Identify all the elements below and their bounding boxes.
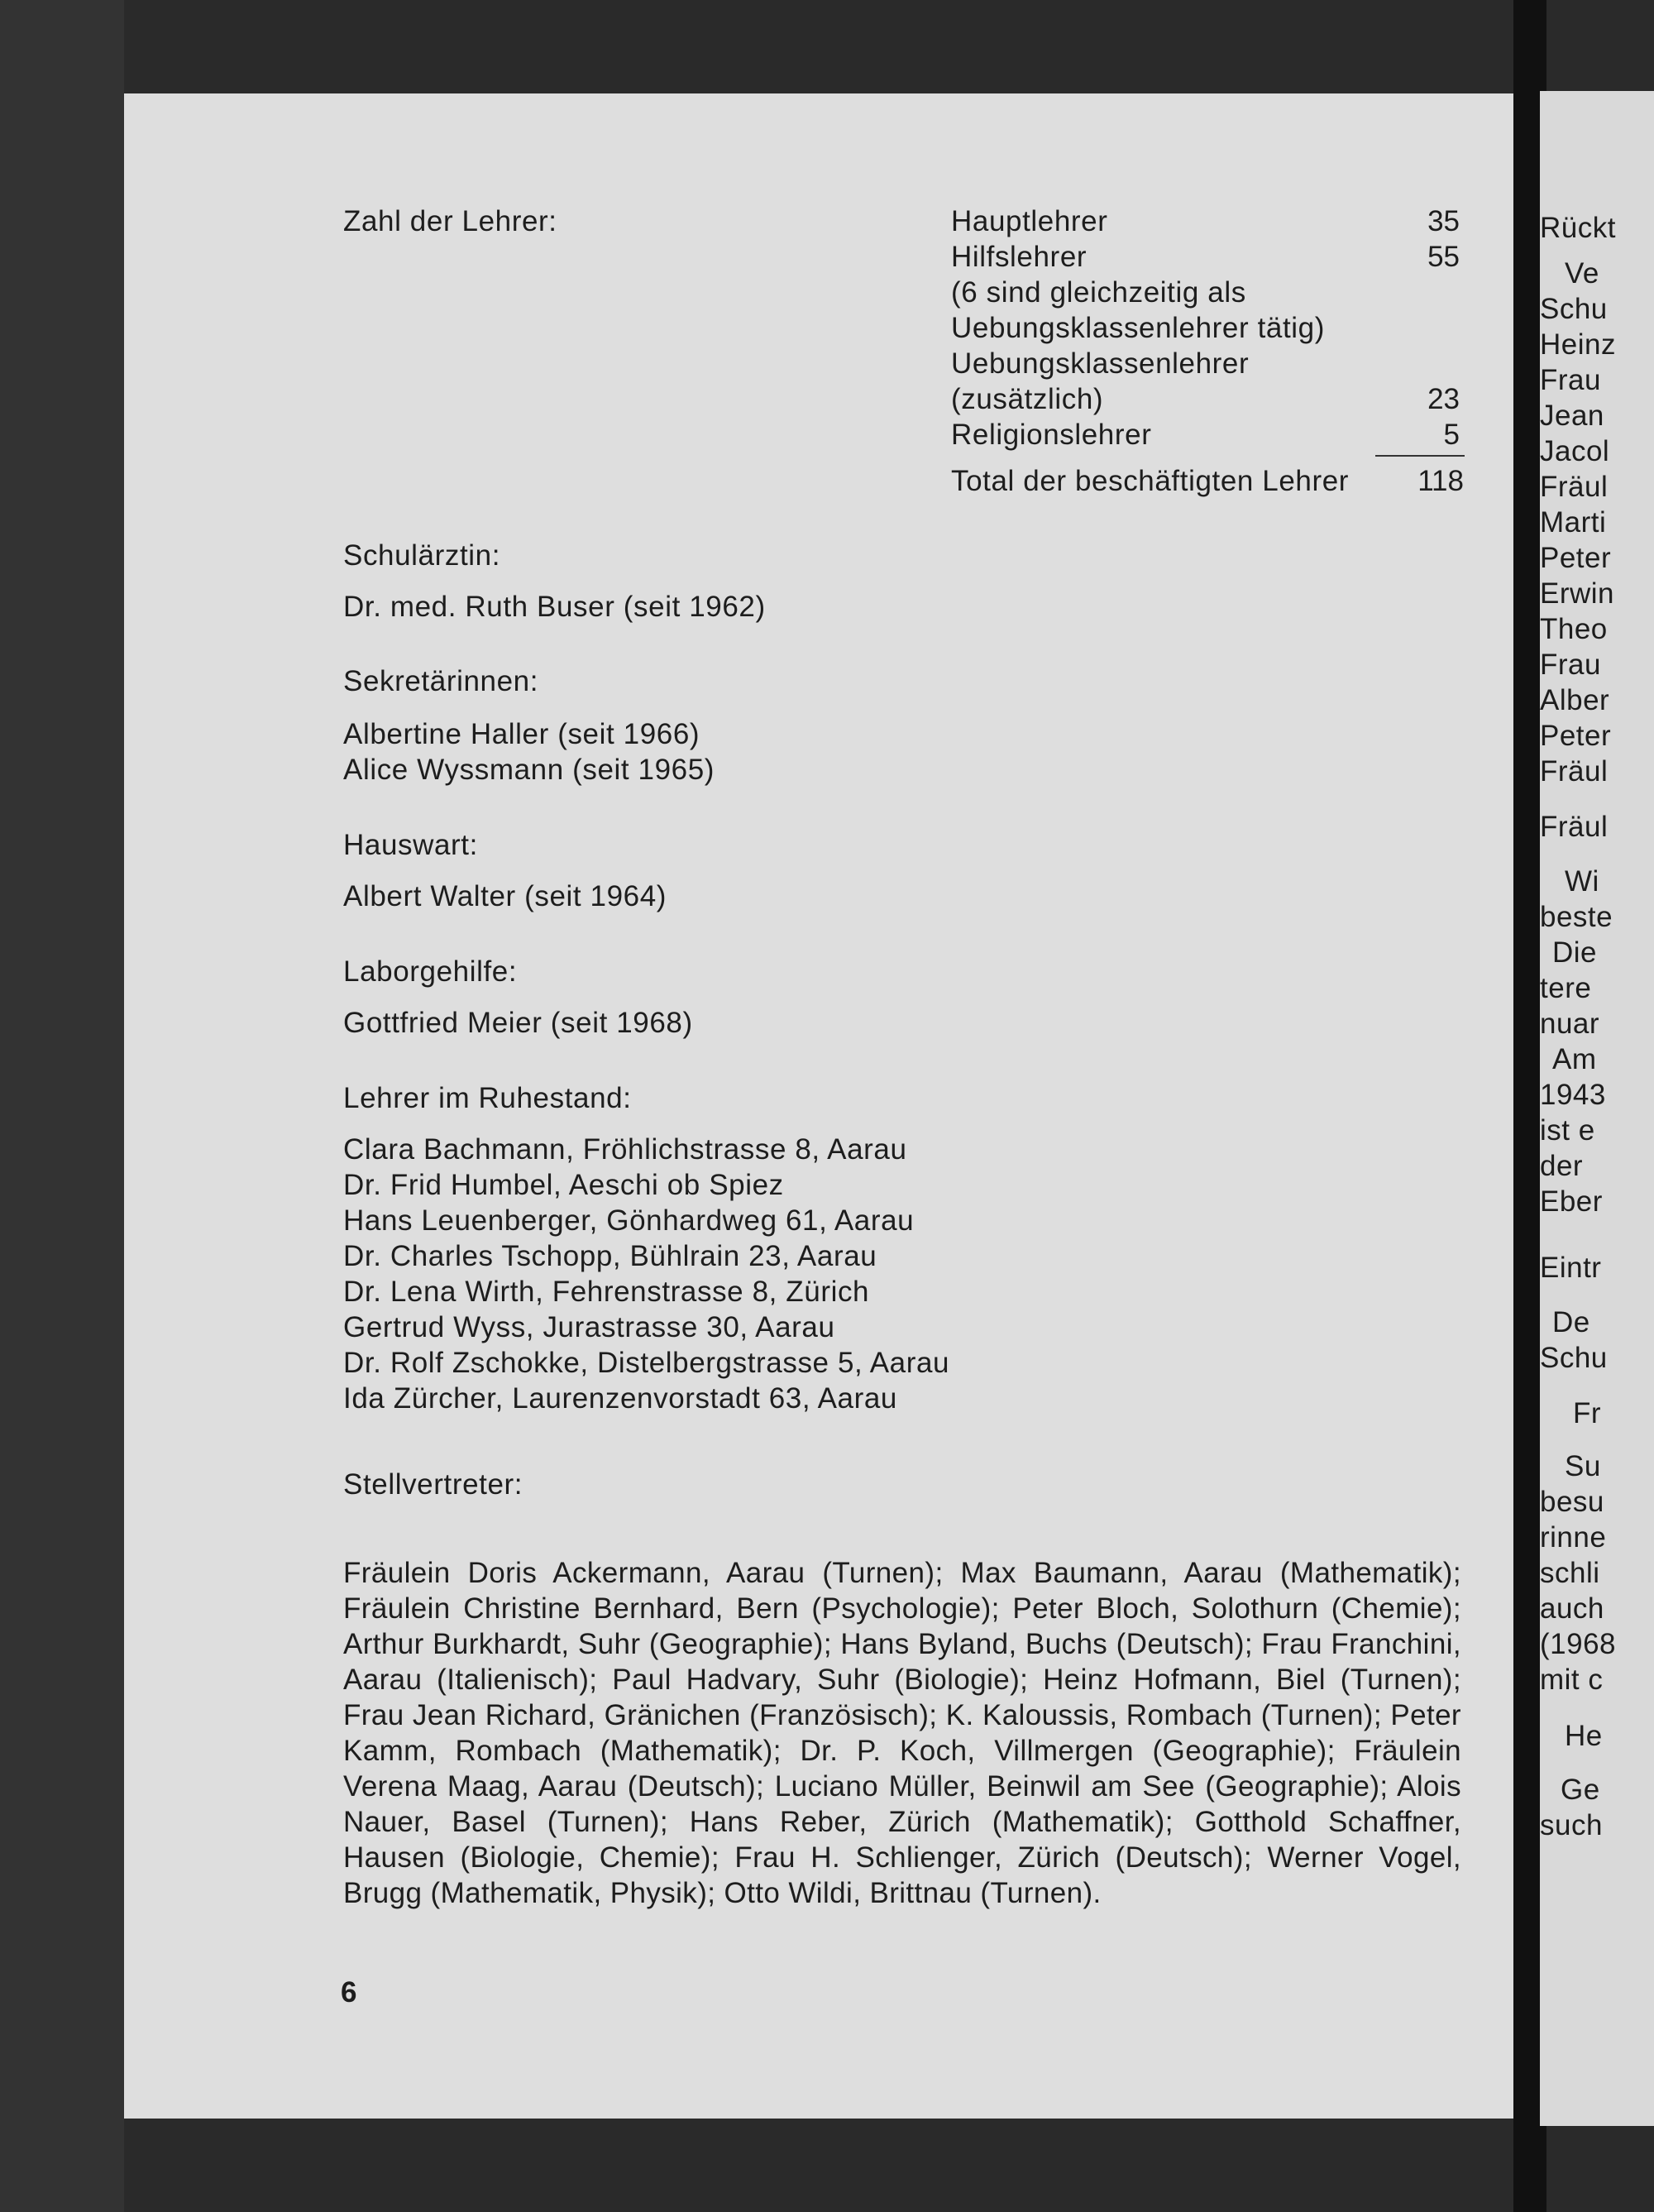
teachers-heading: Zahl der Lehrer:	[343, 205, 557, 237]
facing-page-fragment: De	[1552, 1306, 1590, 1338]
sekretarin-name: Albertine Haller (seit 1966)	[343, 718, 700, 750]
facing-page-fragment: Rückt	[1540, 212, 1616, 244]
facing-page-fragment: such	[1540, 1809, 1603, 1841]
facing-page-fragment: beste	[1540, 901, 1613, 933]
laborgehilfe-heading: Laborgehilfe:	[343, 955, 518, 988]
teachers-row-label: Uebungsklassenlehrer tätig)	[951, 312, 1325, 344]
facing-page-fragment: Su	[1565, 1450, 1601, 1482]
retired-teacher: Clara Bachmann, Fröhlichstrasse 8, Aarau	[343, 1133, 907, 1166]
teachers-row-value: 35	[1427, 205, 1460, 237]
facing-page-fragment: der	[1540, 1150, 1584, 1182]
stellvertreter-paragraph: Fräulein Doris Ackermann, Aarau (Turnen); Max Baumann, Aarau (Mathematik); Fräulein Christine Bernhard, Bern (Psychologie); Peter Bloch, Solothurn (Chemie); Arthur Burkhardt, Suhr (Geographie); Hans Byland, Buchs (Deutsch); Frau Franchini, Aarau (Italienisch); Paul Hadvary, Suhr (Biologie); Heinz Hofmann, Biel (Turnen); Frau Jean Richard, Gränichen (Französisch); K. Kaloussis, Rombach (Turnen); Peter Kamm, Rombach (Mathematik); Dr. P. Koch, Villmergen (Geographie); Fräulein Verena Maag, Aarau (Deutsch); Luciano Müller, Beinwil am See (Geographie); Alois Nauer, Basel (Turnen); Hans Reber, Zürich (Mathematik); Gotthold Schaffner, Hausen (Biologie, Chemie); Frau H. Schlienger, Zürich (Deutsch); Werner Vogel, Brugg (Mathematik, Physik); Otto Wildi, Brittnau (Turnen).	[343, 1557, 1461, 1909]
facing-page-fragment: mit c	[1540, 1664, 1604, 1696]
ruhestand-heading: Lehrer im Ruhestand:	[343, 1082, 632, 1114]
retired-teacher: Dr. Lena Wirth, Fehrenstrasse 8, Zürich	[343, 1276, 870, 1308]
retired-teacher: Dr. Charles Tschopp, Bühlrain 23, Aarau	[343, 1240, 877, 1272]
facing-page-fragment: besu	[1540, 1486, 1604, 1518]
retired-teacher: Gertrud Wyss, Jurastrasse 30, Aarau	[343, 1311, 835, 1343]
facing-page-fragment: Peter	[1540, 720, 1612, 752]
schularztin-heading: Schulärztin:	[343, 539, 501, 572]
facing-page-fragment: 1943	[1540, 1079, 1606, 1111]
facing-page-fragment: schli	[1540, 1557, 1600, 1589]
facing-page-fragment: Erwin	[1540, 577, 1615, 610]
hauswart-heading: Hauswart:	[343, 829, 478, 861]
facing-page-fragment: Frau	[1540, 364, 1601, 396]
facing-page-fragment: (1968	[1540, 1628, 1617, 1660]
facing-page-fragment: Jean	[1540, 400, 1604, 432]
teachers-row-value: 5	[1443, 419, 1460, 451]
sekretarinnen-heading: Sekretärinnen:	[343, 665, 539, 697]
facing-page-edge	[1540, 91, 1654, 2126]
teachers-total-value: 118	[1417, 465, 1464, 497]
teachers-row-label: Uebungsklassenlehrer	[951, 347, 1250, 380]
facing-page-fragment: Peter	[1540, 542, 1612, 574]
facing-page-fragment: Am	[1552, 1043, 1597, 1075]
teachers-row-label: (zusätzlich)	[951, 383, 1104, 415]
facing-page-fragment: Jacol	[1540, 435, 1610, 467]
facing-page-fragment: Marti	[1540, 506, 1607, 539]
teachers-row-label: Hilfslehrer	[951, 241, 1088, 273]
facing-page-fragment: Wi	[1565, 865, 1599, 898]
facing-page-fragment: tere	[1540, 972, 1592, 1004]
teachers-row-label: (6 sind gleichzeitig als	[951, 276, 1246, 309]
sekretarin-name: Alice Wyssmann (seit 1965)	[343, 754, 715, 786]
facing-page-fragment: ist e	[1540, 1114, 1595, 1147]
stellvertreter-heading: Stellvertreter:	[343, 1468, 523, 1501]
facing-page-fragment: rinne	[1540, 1521, 1607, 1554]
page-number: 6	[341, 1976, 357, 2009]
facing-page-fragment: Eber	[1540, 1185, 1603, 1218]
facing-page-fragment: Die	[1552, 936, 1598, 969]
retired-teacher: Dr. Frid Humbel, Aeschi ob Spiez	[343, 1169, 784, 1201]
teachers-total-label: Total der beschäftigten Lehrer	[951, 465, 1350, 497]
teachers-row-label: Hauptlehrer	[951, 205, 1108, 237]
facing-page-fragment: Eintr	[1540, 1252, 1602, 1284]
facing-page-fragment: Fräul	[1540, 755, 1609, 788]
teachers-row-label: Religionslehrer	[951, 419, 1152, 451]
facing-page-fragment: Fr	[1573, 1397, 1602, 1429]
hauswart-name: Albert Walter (seit 1964)	[343, 880, 667, 912]
facing-page-fragment: nuar	[1540, 1008, 1600, 1040]
facing-page-fragment: Alber	[1540, 684, 1610, 716]
facing-page-fragment: Fräul	[1540, 811, 1609, 843]
retired-teacher: Dr. Rolf Zschokke, Distelbergstrasse 5, Aarau	[343, 1347, 950, 1379]
facing-page-fragment: Heinz	[1540, 328, 1616, 361]
facing-page-fragment: Frau	[1540, 649, 1601, 681]
schularztin-name: Dr. med. Ruth Buser (seit 1962)	[343, 591, 766, 623]
facing-page-fragment: Theo	[1540, 613, 1608, 645]
facing-page-fragment: Fräul	[1540, 471, 1609, 503]
retired-teacher: Ida Zürcher, Laurenzenvorstadt 63, Aarau	[343, 1382, 897, 1415]
facing-page-fragment: He	[1565, 1720, 1603, 1752]
laborgehilfe-name: Gottfried Meier (seit 1968)	[343, 1007, 693, 1039]
facing-page-fragment: Ge	[1561, 1774, 1600, 1806]
retired-teacher: Hans Leuenberger, Gönhardweg 61, Aarau	[343, 1204, 915, 1237]
facing-page-fragment: Schu	[1540, 293, 1608, 325]
teachers-row-value: 23	[1427, 383, 1460, 415]
teachers-row-value: 55	[1427, 241, 1460, 273]
sum-rule	[1375, 455, 1465, 457]
facing-page-fragment: auch	[1540, 1592, 1604, 1625]
facing-page-fragment: Ve	[1565, 257, 1599, 290]
scan-background-left	[0, 0, 124, 2212]
facing-page-fragment: Schu	[1540, 1342, 1608, 1374]
